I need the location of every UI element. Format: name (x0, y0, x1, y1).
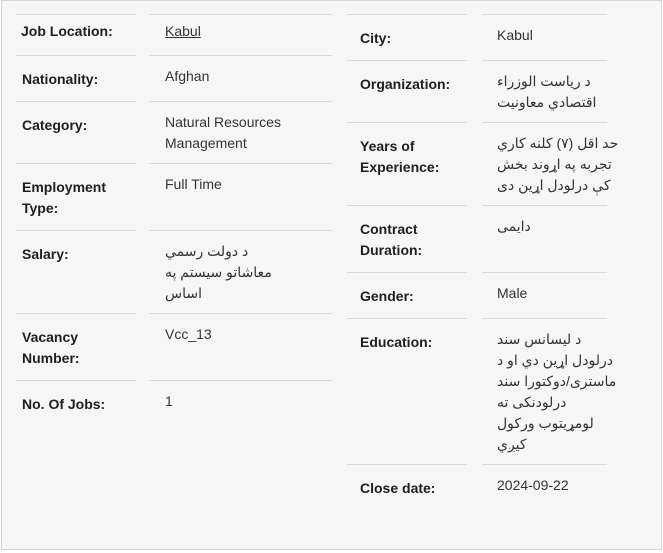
years-of-experience-label: Years of Experience: (360, 138, 440, 175)
contract-duration-value: دایمی (497, 218, 531, 234)
nationality-value: Afghan (165, 68, 210, 84)
close-date-label: Close date: (360, 480, 436, 496)
city-value: Kabul (497, 27, 533, 43)
gender-label: Gender: (360, 288, 414, 304)
divider (16, 14, 136, 15)
salary-label: Salary: (22, 246, 69, 262)
category-label: Category: (22, 117, 88, 133)
city-label: City: (360, 30, 392, 46)
divider (482, 122, 607, 123)
divider (347, 272, 467, 273)
education-value: د لیسانس سند درلودل اړین دي او د ماستری/دوکتورا سند درلودنکی ته لومړیتوب ورکول کیږي (497, 331, 617, 452)
divider (482, 318, 607, 319)
divider (16, 313, 136, 314)
divider (347, 60, 467, 61)
no-of-jobs-value: 1 (165, 393, 173, 409)
divider (16, 230, 136, 231)
category-value: Natural Resources Management (165, 114, 281, 151)
divider (149, 55, 332, 56)
years-of-experience-value: حد اقل (۷) کلنه کاري تجربه په اړوند بخش کې درلودل اړین دی (497, 135, 619, 193)
organization-value: د ریاست الوزراء اقتصادي معاونیت (497, 73, 597, 110)
divider (16, 101, 136, 102)
divider (347, 122, 467, 123)
employment-type-label: Employment Type: (22, 179, 107, 216)
divider (149, 163, 332, 164)
job-location-label: Job Location: (21, 23, 113, 39)
divider (149, 380, 332, 381)
gender-value: Male (497, 285, 528, 301)
nationality-label: Nationality: (22, 71, 99, 87)
divider (149, 101, 332, 102)
contract-duration-label: Contract Duration: (360, 221, 423, 258)
divider (16, 380, 136, 381)
vacancy-number-label: Vacancy Number: (22, 329, 80, 366)
salary-value: د دولت رسمي معاشاتو سیستم په اساس (165, 243, 272, 301)
divider (16, 163, 136, 164)
divider (482, 272, 607, 273)
divider (482, 60, 607, 61)
education-label: Education: (360, 334, 433, 350)
divider (347, 205, 467, 206)
divider (16, 55, 136, 56)
divider (347, 14, 467, 15)
divider (149, 14, 332, 15)
divider (482, 205, 607, 206)
divider (482, 14, 607, 15)
close-date-value: 2024-09-22 (497, 477, 569, 493)
vacancy-number-value: Vcc_13 (165, 326, 212, 342)
no-of-jobs-label: No. Of Jobs: (22, 396, 106, 412)
job-details-panel (1, 0, 662, 550)
divider (482, 464, 607, 465)
divider (149, 230, 332, 231)
divider (347, 318, 467, 319)
divider (149, 313, 332, 314)
divider (347, 464, 467, 465)
employment-type-value: Full Time (165, 176, 222, 192)
job-location-link[interactable]: Kabul (165, 23, 201, 39)
organization-label: Organization: (360, 76, 451, 92)
